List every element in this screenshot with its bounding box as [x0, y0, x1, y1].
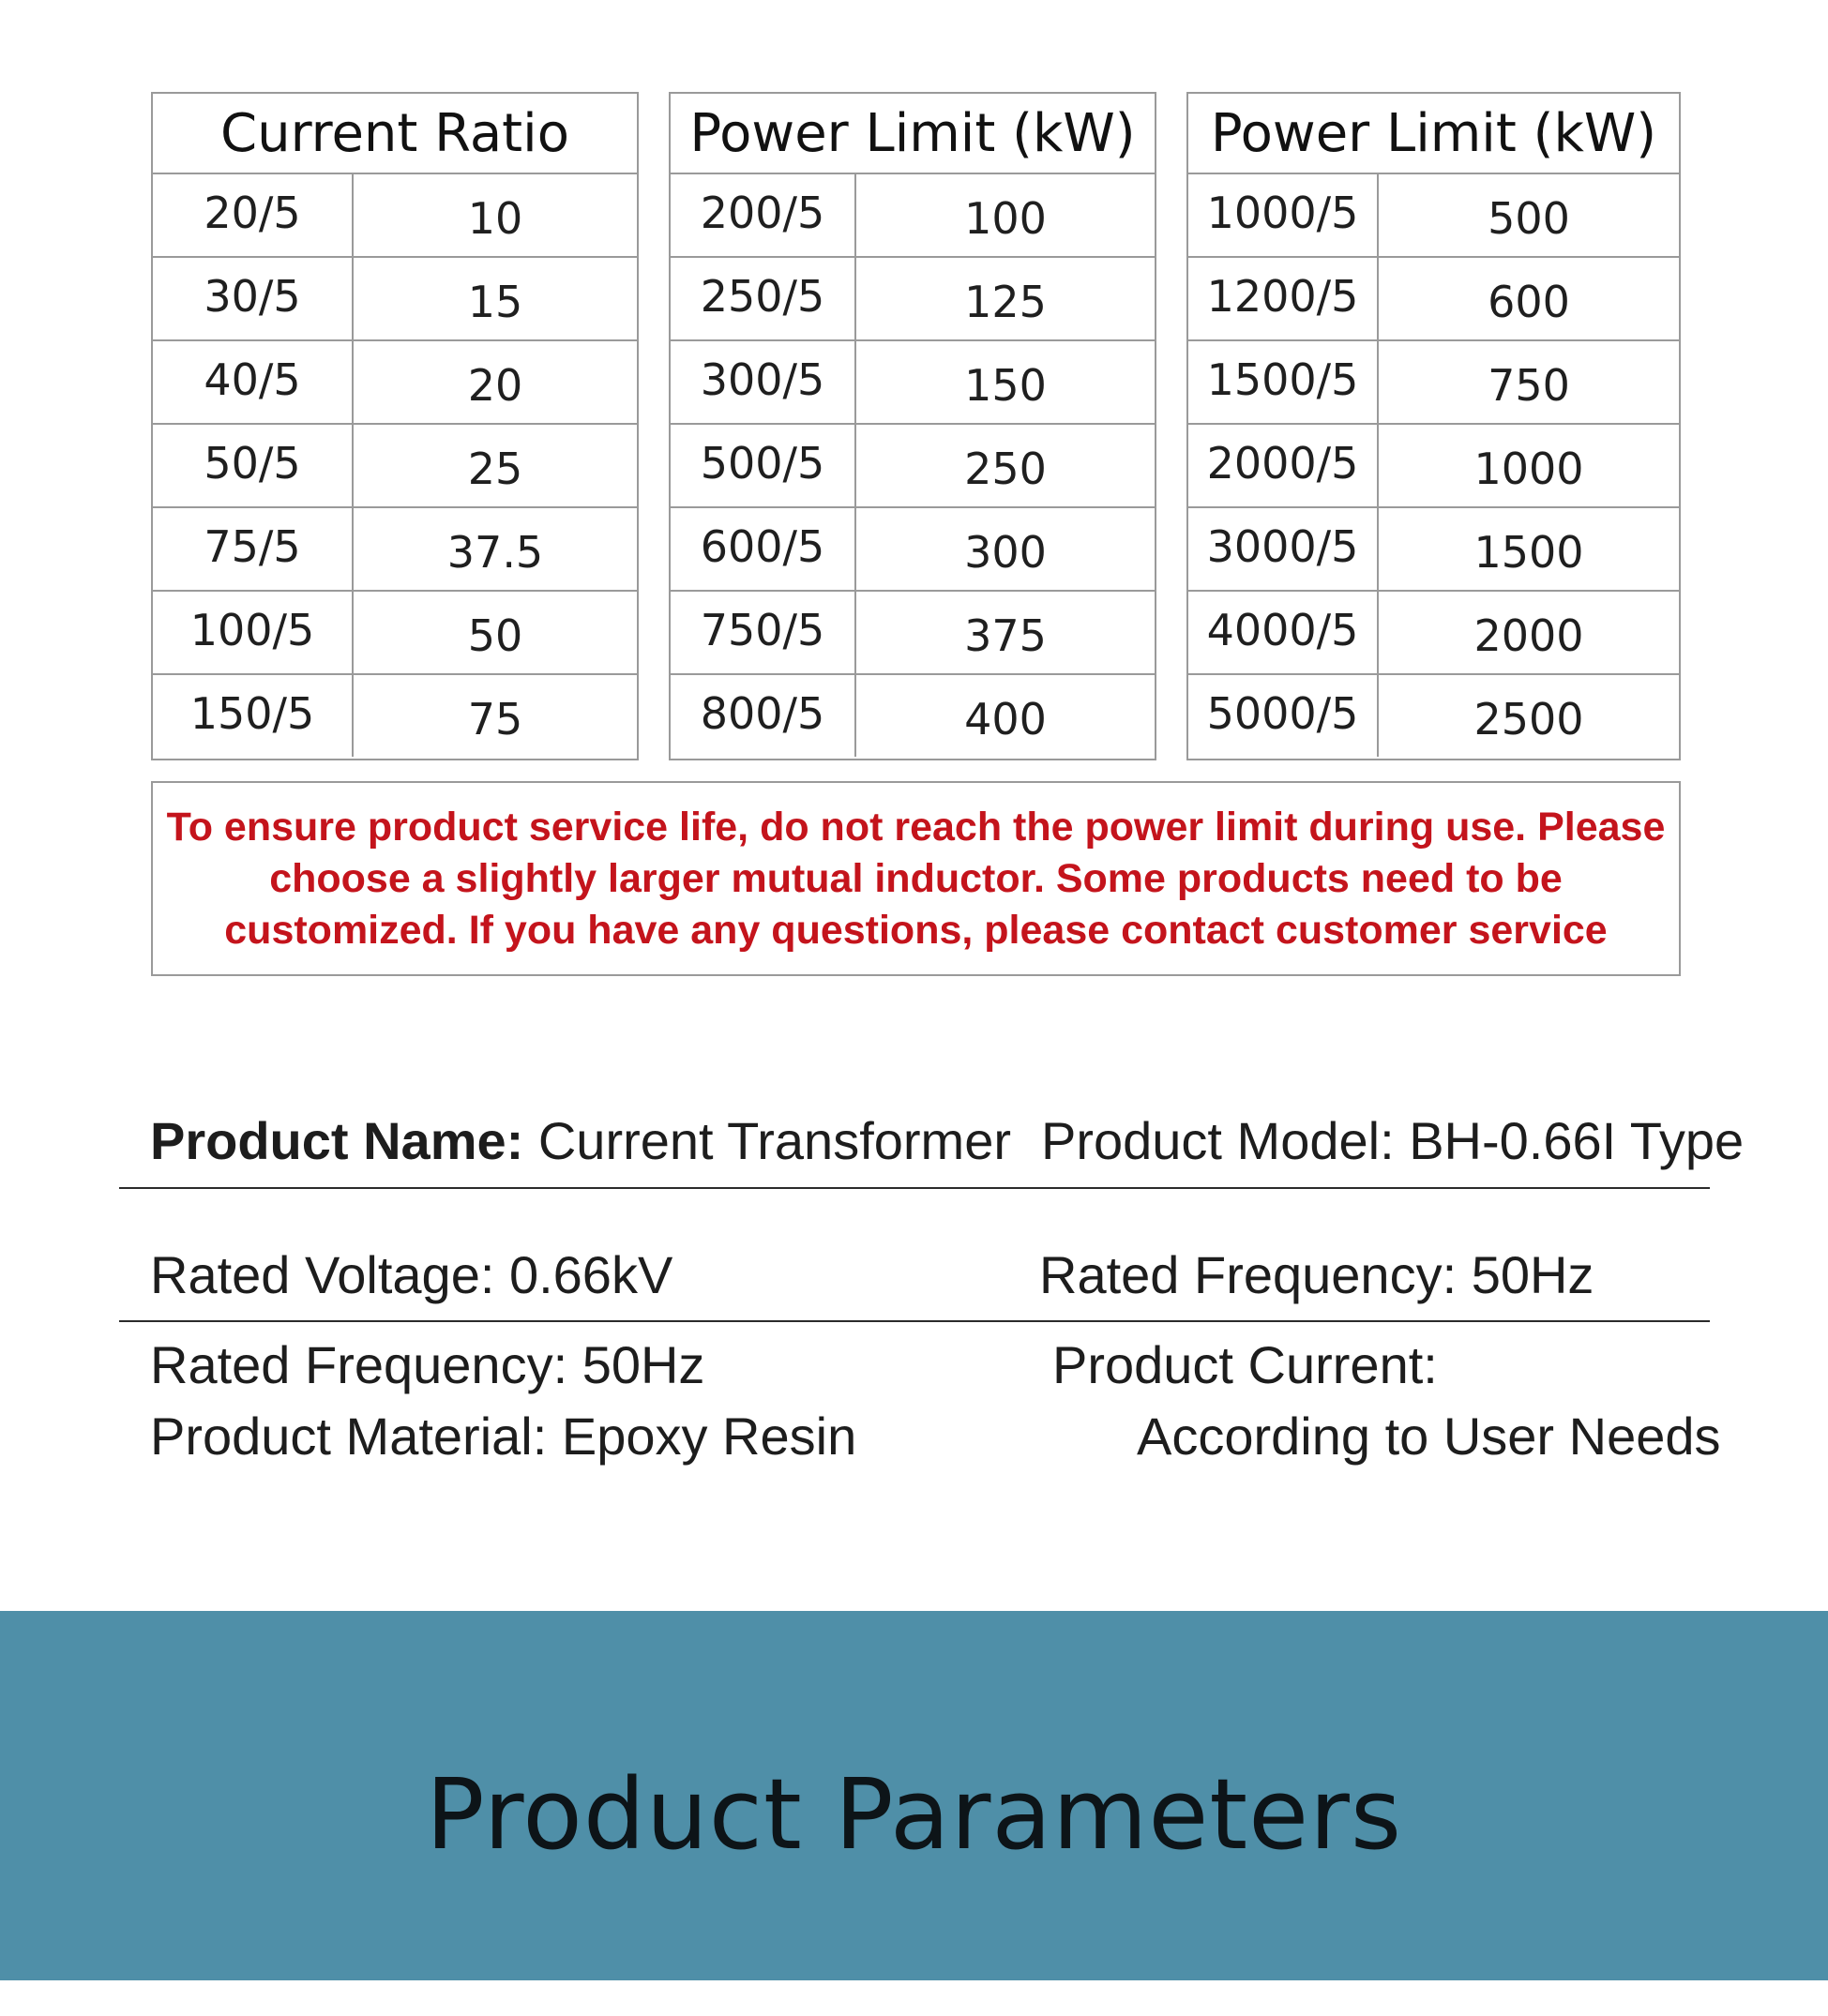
power-cell: 500: [1488, 192, 1570, 244]
ratio-cell: 750/5: [671, 592, 856, 673]
table-header: Current Ratio: [153, 94, 637, 174]
table-row: [1188, 341, 1679, 425]
ratio-cell: 800/5: [671, 675, 856, 757]
ratio-cell: 3000/5: [1188, 508, 1379, 590]
power-cell: 75: [467, 693, 523, 745]
power-cell: 20: [467, 359, 523, 411]
product-name-param: [150, 1111, 1011, 1171]
param-value: Epoxy Resin: [561, 1407, 857, 1466]
product-material-param: [150, 1407, 856, 1467]
power-cell: 600: [1488, 276, 1570, 327]
ratio-cell: 50/5: [153, 425, 354, 506]
ratio-table-2: [669, 92, 1156, 760]
banner-title: Product Parameters: [425, 1757, 1403, 1872]
rated-voltage-param: [150, 1245, 672, 1305]
power-cell: 150: [964, 359, 1047, 411]
table-row: [1188, 508, 1679, 592]
ratio-cell: 75/5: [153, 508, 354, 590]
power-cell: 25: [467, 443, 523, 494]
table-row: [671, 592, 1155, 675]
ratio-cell: 1500/5: [1188, 341, 1379, 423]
power-cell: 2500: [1473, 693, 1584, 745]
table-row: [153, 592, 637, 675]
ratio-cell: 40/5: [153, 341, 354, 423]
table-header: Power Limit (kW): [671, 94, 1155, 174]
ratio-cell: 30/5: [153, 258, 354, 339]
table-row: [671, 258, 1155, 341]
ratio-cell: 2000/5: [1188, 425, 1379, 506]
ratio-cell: 600/5: [671, 508, 856, 590]
power-cell: 50: [467, 609, 523, 661]
power-cell: 10: [467, 192, 523, 244]
param-value: Current Transformer: [537, 1111, 1011, 1170]
param-value: 50Hz: [1471, 1245, 1594, 1304]
power-cell: 250: [964, 443, 1047, 494]
power-cell: 1500: [1473, 526, 1584, 578]
ratio-cell: 5000/5: [1188, 675, 1379, 757]
table-header: Power Limit (kW): [1188, 94, 1679, 174]
table-row: [671, 675, 1155, 757]
table-row: [1188, 592, 1679, 675]
table-row: [153, 425, 637, 508]
table-row: [153, 675, 637, 757]
param-label: Product Model:: [1041, 1111, 1395, 1170]
param-label: Product Name:: [150, 1111, 524, 1170]
power-cell: 1000: [1473, 443, 1584, 494]
param-label: Product Material:: [150, 1407, 548, 1466]
divider-line: [119, 1187, 1710, 1189]
power-cell: 100: [964, 192, 1047, 244]
table-row: [153, 508, 637, 592]
rated-frequency-param: [1039, 1245, 1594, 1305]
param-label: Product Current:: [1052, 1335, 1438, 1394]
rated-frequency-param: [150, 1335, 704, 1395]
ratio-cell: 20/5: [153, 174, 354, 256]
power-cell: 125: [964, 276, 1047, 327]
param-value: 50Hz: [582, 1335, 705, 1394]
notice-text: To ensure product service life, do not reach the power limit during use. Please choose a slightly larger mutual inductor. Some products need to be customized. If you have any questions, please contact customer service: [166, 804, 1666, 953]
param-label: Rated Frequency:: [1039, 1245, 1458, 1304]
table-row: [153, 174, 637, 258]
power-cell: 400: [964, 693, 1047, 745]
ratio-cell: 4000/5: [1188, 592, 1379, 673]
power-cell: 300: [964, 526, 1047, 578]
table-row: [1188, 425, 1679, 508]
ratio-cell: 100/5: [153, 592, 354, 673]
ratio-cell: 1200/5: [1188, 258, 1379, 339]
ratio-table-1: [151, 92, 639, 760]
param-value: 0.66kV: [508, 1245, 673, 1304]
product-current-value: [1137, 1407, 1721, 1467]
notice-box: [151, 781, 1681, 976]
ratio-cell: 500/5: [671, 425, 856, 506]
product-current-param: [1052, 1335, 1438, 1395]
table-row: [153, 258, 637, 341]
ratio-cell: 150/5: [153, 675, 354, 757]
power-cell: 375: [964, 609, 1047, 661]
param-label: Rated Voltage:: [150, 1245, 495, 1304]
table-row: [1188, 675, 1679, 757]
table-row: [1188, 174, 1679, 258]
power-cell: 37.5: [446, 526, 544, 578]
ratio-table-3: [1186, 92, 1681, 760]
param-value: According to User Needs: [1137, 1407, 1721, 1466]
ratio-cell: 200/5: [671, 174, 856, 256]
ratio-cell: 300/5: [671, 341, 856, 423]
table-row: [671, 508, 1155, 592]
section-banner: [0, 1611, 1828, 1980]
table-row: [671, 425, 1155, 508]
table-row: [671, 341, 1155, 425]
divider-line: [119, 1320, 1710, 1322]
table-row: [1188, 258, 1679, 341]
power-cell: 750: [1488, 359, 1570, 411]
product-model-param: [1041, 1111, 1744, 1171]
table-row: [153, 341, 637, 425]
param-value: BH-0.66I Type: [1409, 1111, 1745, 1170]
table-row: [671, 174, 1155, 258]
power-cell: 15: [467, 276, 523, 327]
ratio-cell: 1000/5: [1188, 174, 1379, 256]
param-label: Rated Frequency:: [150, 1335, 568, 1394]
power-cell: 2000: [1473, 609, 1584, 661]
ratio-cell: 250/5: [671, 258, 856, 339]
